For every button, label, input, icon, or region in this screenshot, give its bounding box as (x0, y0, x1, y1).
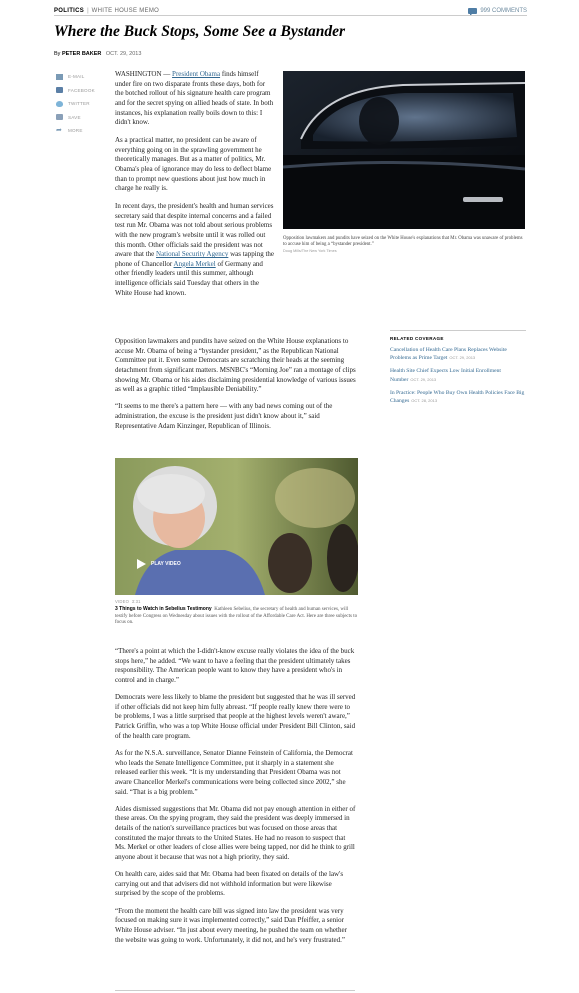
video-description: Kathleen Sebelius, the secretary of health and human services, will testify before Congress on Wednesday about issues with the rollout of the Affordable Care Act. Here are three subjects to focus on. (115, 607, 358, 625)
photo-caption-text: Opposition lawmakers and pundits have seized on the White House's explanations that Mr. Obama was unaware of problems to accuse him of being a “bystander president.” (283, 236, 523, 248)
link-nsa[interactable]: National Security Agency (156, 250, 229, 259)
link-angela-merkel[interactable]: Angela Merkel (173, 259, 216, 268)
limousine-photo[interactable] (283, 71, 525, 229)
author-link[interactable]: PETER BAKER (61, 51, 102, 57)
related-title: RELATED COVERAGE (390, 336, 444, 341)
share-tools (56, 70, 106, 138)
link-president-obama[interactable]: President Obama (172, 70, 221, 78)
comment-bubble-icon (468, 8, 477, 14)
paragraph-6: “There's a point at which the I-didn't-know excuse really violates the idea of the buck stops here,” he added. “We want to have a feeling that the president ultimately takes responsibility. The American people want to know they have a president who's in control and in charge.” (115, 647, 355, 684)
article-body-bottom (115, 647, 357, 953)
share-more-button[interactable] (56, 124, 106, 138)
section-link[interactable]: POLITICS (54, 7, 85, 14)
twitter-icon (56, 101, 63, 107)
related-link-3[interactable]: In Practice: People Who Buy Own Health Policies Face Big Changes OCT. 28, 2013 (390, 389, 525, 405)
save-button[interactable] (56, 111, 106, 125)
related-link-1[interactable]: Cancellation of Health Care Plans Replaces Website Problems as Prime Target OCT. 29, 2013 (390, 347, 507, 362)
byline (54, 51, 141, 57)
video-duration: 3:31 (131, 599, 141, 604)
photo-credit: Doug Mills/The New York Times (283, 249, 337, 254)
share-twitter-label: TWITTER (68, 101, 90, 107)
paragraph-9: Aides dismissed suggestions that Mr. Obama did not pay enough attention in either of these areas. On the spying program, they said the president was deeply immersed in details of the nation's surveillance practices but was focused on those areas that constituted the major threats to the United States. He had no reason to suspect that Ms. Merkel or other leaders of close allies were being tapped, nor did he think to grill anyone about it because that was not a high priority, they said. (115, 804, 356, 861)
byline-prefix: By (54, 51, 61, 57)
photo-caption (283, 236, 525, 256)
share-more-label: MORE (68, 128, 83, 134)
paragraph-5: “It seems to me there's a pattern here — with any bad news coming out of the administration, the excuse is the president just didn't know about it,” said Representative Adam Kinzinger, Republican of Illinois. (115, 402, 333, 430)
publish-date: OCT. 29, 2013 (105, 51, 142, 57)
article-body-top (115, 70, 275, 306)
paragraph-4: Opposition lawmakers and pundits have seized on the White House explanations to accuse Mr. Obama of being a “bystander president,” as the Republican National Committee put it. Even some Democrats are scratching their heads at the seeming detachment from significant matters. MSNBC's “Morning Joe” ran a montage of clips showing Mr. Obama or his aides disclaiming presidential knowledge of various issues as well as a graphic titled “Implausible Deniability.” (115, 337, 356, 394)
play-video-button[interactable] (137, 559, 181, 569)
share-email-label: E-MAIL (68, 74, 85, 80)
paragraph-8: As for the N.S.A. surveillance, Senator Dianne Feinstein of California, the Democrat who leads the Senate Intelligence Committee, put it sharply in a statement she released earlier this week. “It is my understanding that President Obama was not aware Chancellor Merkel's communications were being collected since 2002,” she said. “That is a big problem.” (115, 748, 353, 796)
limousine-image (283, 71, 525, 229)
related-divider (390, 330, 526, 331)
share-arrow-icon: ➦ (56, 126, 63, 134)
related-link-2[interactable]: Health Site Chief Expects Low Initial Enrollment Number OCT. 29, 2013 (390, 368, 501, 383)
headline: Where the Buck Stops, Some See a Bystander (54, 23, 346, 40)
article-body-middle (115, 337, 357, 439)
bottom-divider (115, 990, 355, 991)
share-twitter-button[interactable] (56, 97, 106, 111)
paragraph-10: On health care, aides said that Mr. Obama had been fixated on details of the law's carrying out and that advisers did not withhold information but were likewise surprised by the scope of the problems. (115, 870, 344, 898)
play-video-label: PLAY VIDEO (151, 561, 181, 567)
comments-count: 999 COMMENTS (480, 7, 527, 14)
play-icon (137, 559, 146, 569)
save-icon (56, 114, 63, 120)
paragraph-2: As a practical matter, no president can be aware of everything going on in the sprawling government he theoretically manages. But as a matter of politics, Mr. Obama's plea of ignorance may do less to deflect blame than to prompt new questions about just how much in charge he really is. (115, 135, 272, 193)
paragraph-1: WASHINGTON — President Obama finds himself under fire on two disparate fronts these days, both for the botched rollout of his signature health care program and for the secret spying on allied heads of state. In both instances, his explanation really boils down to this: I didn't know. (115, 70, 274, 127)
paragraph-3: In recent days, the president's health and human services secretary said that despite internal concerns and a failed test run Mr. Obama was not told about serious problems with the new program's website until it was rolled out this month. Other officials said the president was not aware that the National Security Agency was tapping the phone of Chancellor Angela Merkel of Germany and other friendly leaders until this summer, although intelligence officials said Tuesday that others in the White House had known. (115, 201, 275, 297)
comments-link[interactable] (468, 8, 527, 14)
top-divider (54, 15, 527, 16)
subsection-link[interactable]: WHITE HOUSE MEMO (91, 7, 160, 14)
video-title[interactable]: 3 Things to Watch in Sebelius Testimony (115, 606, 212, 612)
video-label: VIDEO (115, 599, 130, 604)
paragraph-7: Democrats were less likely to blame the president but suggested that he was ill served if other officials did not keep him fully abreast. “If people really knew there were to be problems, I was a little surprised that people at the highest levels weren't aware,” Patrick Griffin, who was a top White House official under President Bill Clinton, said of the health care program. (115, 693, 356, 740)
video-thumbnail (115, 458, 358, 595)
share-facebook-button[interactable] (56, 84, 106, 98)
mail-icon (56, 74, 63, 80)
save-label: SAVE (68, 114, 81, 120)
share-email-button[interactable] (56, 70, 106, 84)
video-caption (115, 606, 358, 627)
share-facebook-label: FACEBOOK (68, 87, 95, 93)
section-separator: | (87, 7, 89, 14)
paragraph-11: “From the moment the health care bill was signed into law the president was very focused on making sure it was implemented correctly,” said Dan Pfeiffer, a senior White House adviser. “In just about every meeting, he pushed the team on whether the website was going to work. Unfortunately, it did not, and he's very frustrated.” (115, 906, 347, 944)
video-meta (115, 599, 141, 604)
facebook-icon (56, 87, 63, 93)
video-player[interactable] (115, 458, 358, 595)
related-coverage (390, 330, 526, 411)
